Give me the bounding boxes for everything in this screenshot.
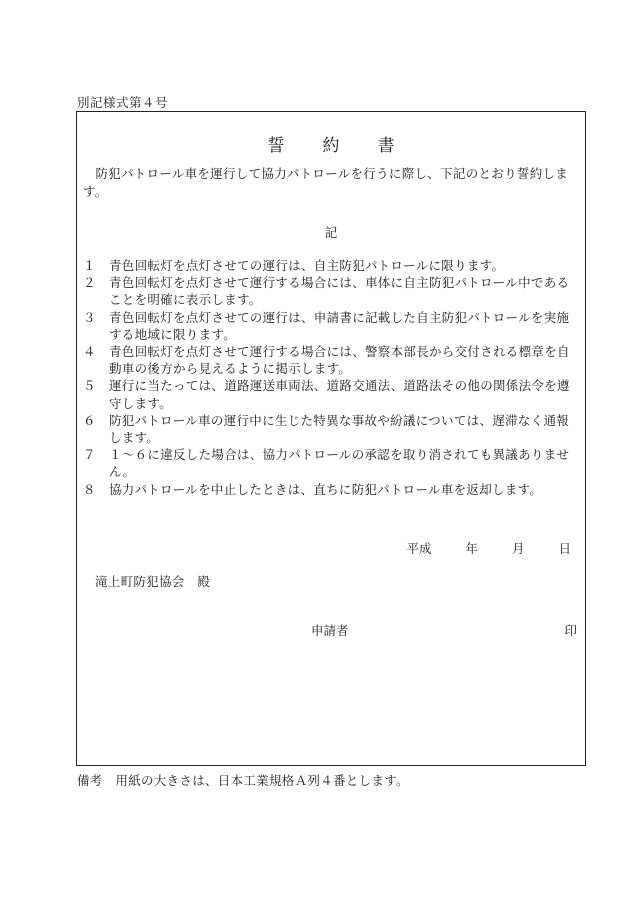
seal-label: 印 [564, 623, 577, 638]
pledge-item [83, 412, 579, 446]
pledge-item-number: ７ [83, 447, 96, 463]
pledge-item-number: ２ [83, 275, 96, 291]
pledge-item-text: 防犯パトロール車の運行中に生じた特異な事故や紛議については、遅滞なく通報します。 [109, 412, 570, 446]
pledge-item [83, 446, 579, 480]
pledge-item-text: 協力パトロールを中止したときは、直ちに防犯パトロール車を返却します。 [109, 481, 543, 497]
date-day: 日 [558, 541, 571, 556]
form-number-label: 別記様式第４号 [77, 95, 169, 110]
date-line [406, 539, 571, 557]
pledge-items-list [83, 257, 579, 498]
document-title: 誓約書 [267, 136, 433, 156]
pledge-item-text: 青色回転灯を点灯させて運行する場合には、車体に自主防犯パトロール中であることを明確に表示します。 [109, 275, 570, 308]
pledge-form-frame [76, 111, 586, 766]
pledge-item [83, 257, 579, 274]
date-month: 月 [511, 541, 525, 556]
pledge-item-number: ４ [83, 344, 96, 360]
remarks-note: 備考 用紙の大きさは、日本工業規格Ａ列４番とします。 [77, 773, 409, 788]
pledge-item [83, 343, 579, 377]
date-year: 年 [465, 541, 478, 556]
pledge-item-number: ３ [83, 309, 96, 325]
addressee: 滝上町防犯協会 殿 [95, 574, 211, 589]
date-era: 平成 [406, 541, 432, 556]
pledge-item-text: 青色回転灯を点灯させての運行は、自主防犯パトロールに限ります。 [109, 258, 505, 273]
preamble-text: 防犯パトロール車を運行して協力パトロールを行うに際し、下記のとおり誓約します。 [83, 166, 569, 199]
pledge-item-text: 青色回転灯を点灯させて運行する場合には、警察本部長から交付される標章を自動車の後方から見えるように掲示します。 [109, 344, 570, 377]
pledge-item-number: ５ [83, 378, 96, 394]
pledge-item-number: ８ [83, 481, 96, 497]
pledge-item [83, 481, 579, 498]
pledge-item-number: １ [83, 258, 96, 273]
pledge-item-number: ６ [83, 412, 96, 428]
ki-heading: 記 [324, 225, 338, 240]
pledge-item-text: 青色回転灯を点灯させての運行は、申請書に記載した自主防犯パトロールを実施する地域に限ります。 [109, 309, 570, 342]
applicant-label: 申請者 [311, 623, 349, 638]
pledge-item-text: １～６に違反した場合は、協力パトロールの承認を取り消されても異議ありません。 [109, 447, 570, 480]
pledge-item [83, 274, 579, 308]
pledge-item-text: 運行に当たっては、道路運送車両法、道路交通法、道路法その他の関係法令を遵守します。 [109, 378, 570, 411]
pledge-item [83, 309, 579, 343]
pledge-item [83, 377, 579, 411]
